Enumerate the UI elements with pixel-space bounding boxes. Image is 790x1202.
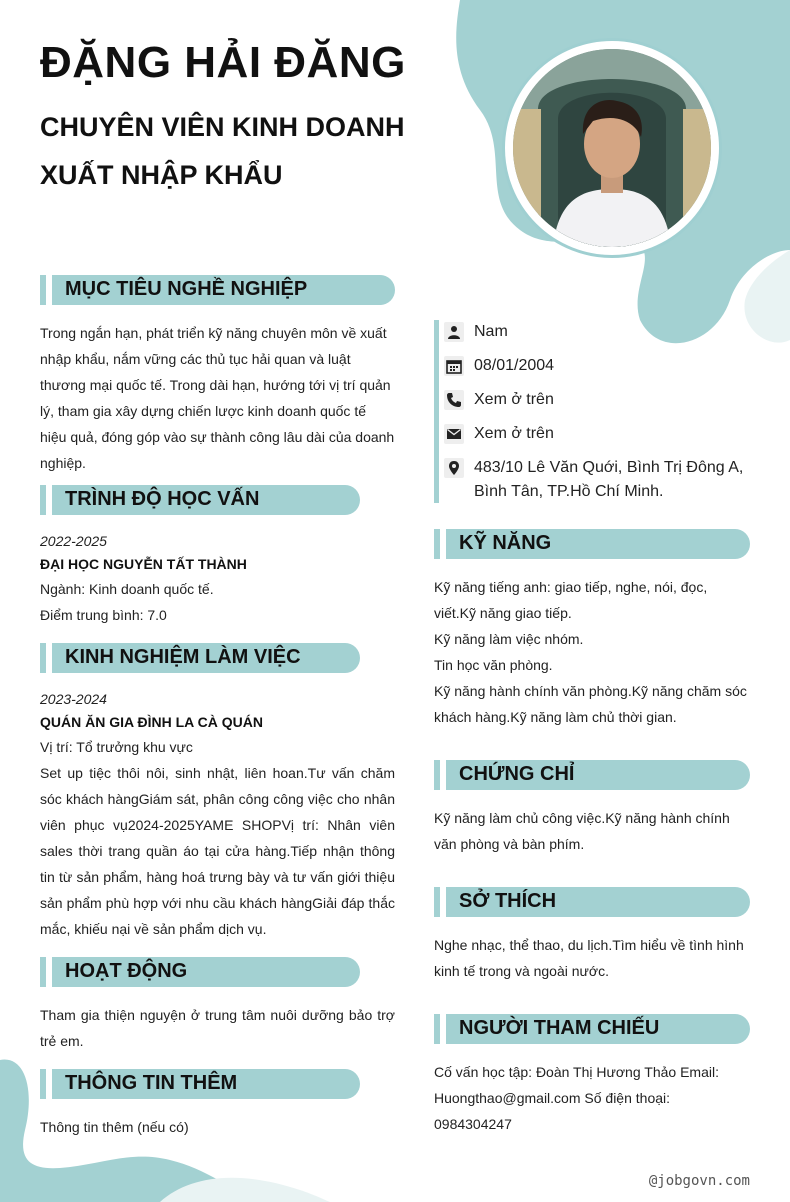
education-major: Ngành: Kinh doanh quốc tế.	[40, 581, 214, 597]
job-title-line-1: CHUYÊN VIÊN KINH DOANH	[40, 112, 405, 142]
additional-info-text: Thông tin thêm (nếu có)	[40, 1119, 189, 1135]
job-title-line-2: XUẤT NHẬP KHẨU	[40, 160, 283, 190]
education-gpa: Điểm trung bình: 7.0	[40, 607, 167, 623]
references-text: Cố vấn học tập: Đoàn Thị Hương Thảo Email: Huongthao@gmail.com Số điện thoại: 0984304247	[434, 1064, 719, 1132]
experience-period: 2023-2024	[40, 691, 107, 707]
references-heading: NGƯỜI THAM CHIẾU	[434, 1014, 750, 1044]
education-heading: TRÌNH ĐỘ HỌC VẤN	[40, 485, 360, 515]
objective-text: Trong ngắn hạn, phát triển kỹ năng chuyên môn về xuất nhập khẩu, nắm vững các thủ tục hải quan và luật thương mại quốc tế. Trong dài hạn, hướng tới vị trí quản lý, tham gia xây dựng chiến lược kinh doanh quốc tế hiệu quả, đóng góp vào sự thành công lâu dài của doanh nghiệp.	[40, 325, 395, 471]
hobbies-text: Nghe nhạc, thể thao, du lịch.Tìm hiểu về tình hình kinh tế trong và ngoài nước.	[434, 937, 744, 979]
hobbies-heading: SỞ THÍCH	[434, 887, 750, 917]
experience-position: Vị trí: Tổ trưởng khu vực	[40, 739, 193, 755]
objective-heading: MỤC TIÊU NGHỀ NGHIỆP	[40, 275, 395, 305]
certificates-text: Kỹ năng làm chủ công việc.Kỹ năng hành chính văn phòng và bàn phím.	[434, 810, 730, 852]
certificates-heading: CHỨNG CHỈ	[434, 760, 750, 790]
experience-details: Set up tiệc thôi nôi, sinh nhật, liên hoan.Tư vấn chăm sóc khách hàngGiám sát, phân công công việc cho nhân viên phục vụ2024-2025YAME SHOPVị trí: Nhân viên sales thời trang quần áo tại cửa hàng.Tiếp nhận thông tin từ sản phẩm, hàng hoá trưng bày và tư vấn giới thiệu sản phẩm phù hợp với nhu cầu khách hàngGiải đáp thắc mắc, khiếu nại về sản phẩm dịch vụ.	[40, 765, 395, 937]
mail-icon	[444, 424, 464, 444]
skills-heading: KỸ NĂNG	[434, 529, 750, 559]
watermark: @jobgovn.com	[648, 1173, 750, 1189]
avatar	[513, 49, 711, 247]
activities-heading: HOẠT ĐỘNG	[40, 957, 360, 987]
experience-heading: KINH NGHIỆM LÀM VIỆC	[40, 643, 360, 673]
education-period: 2022-2025	[40, 533, 107, 549]
experience-company: QUÁN ĂN GIA ĐÌNH LA CÀ QUÁN	[40, 714, 263, 730]
education-school: ĐẠI HỌC NGUYỄN TẤT THÀNH	[40, 556, 247, 572]
contact-accent-bar	[434, 320, 439, 503]
skills-text: Kỹ năng tiếng anh: giao tiếp, nghe, nói, đọc, viết.Kỹ năng giao tiếp. Kỹ năng làm việc nhóm. Tin học văn phòng. Kỹ năng hành chính văn phòng.Kỹ năng chăm sóc khách hàng.Kỹ năng làm chủ thời gian.	[434, 579, 747, 725]
additional-info-heading: THÔNG TIN THÊM	[40, 1069, 360, 1099]
activities-text: Tham gia thiện nguyện ở trung tâm nuôi dưỡng bảo trợ trẻ em.	[40, 1007, 395, 1049]
calendar-icon	[444, 356, 464, 376]
candidate-name: ĐẶNG HẢI ĐĂNG	[40, 38, 406, 87]
phone-icon	[444, 390, 464, 410]
person-icon	[444, 322, 464, 342]
location-pin-icon	[444, 458, 464, 478]
